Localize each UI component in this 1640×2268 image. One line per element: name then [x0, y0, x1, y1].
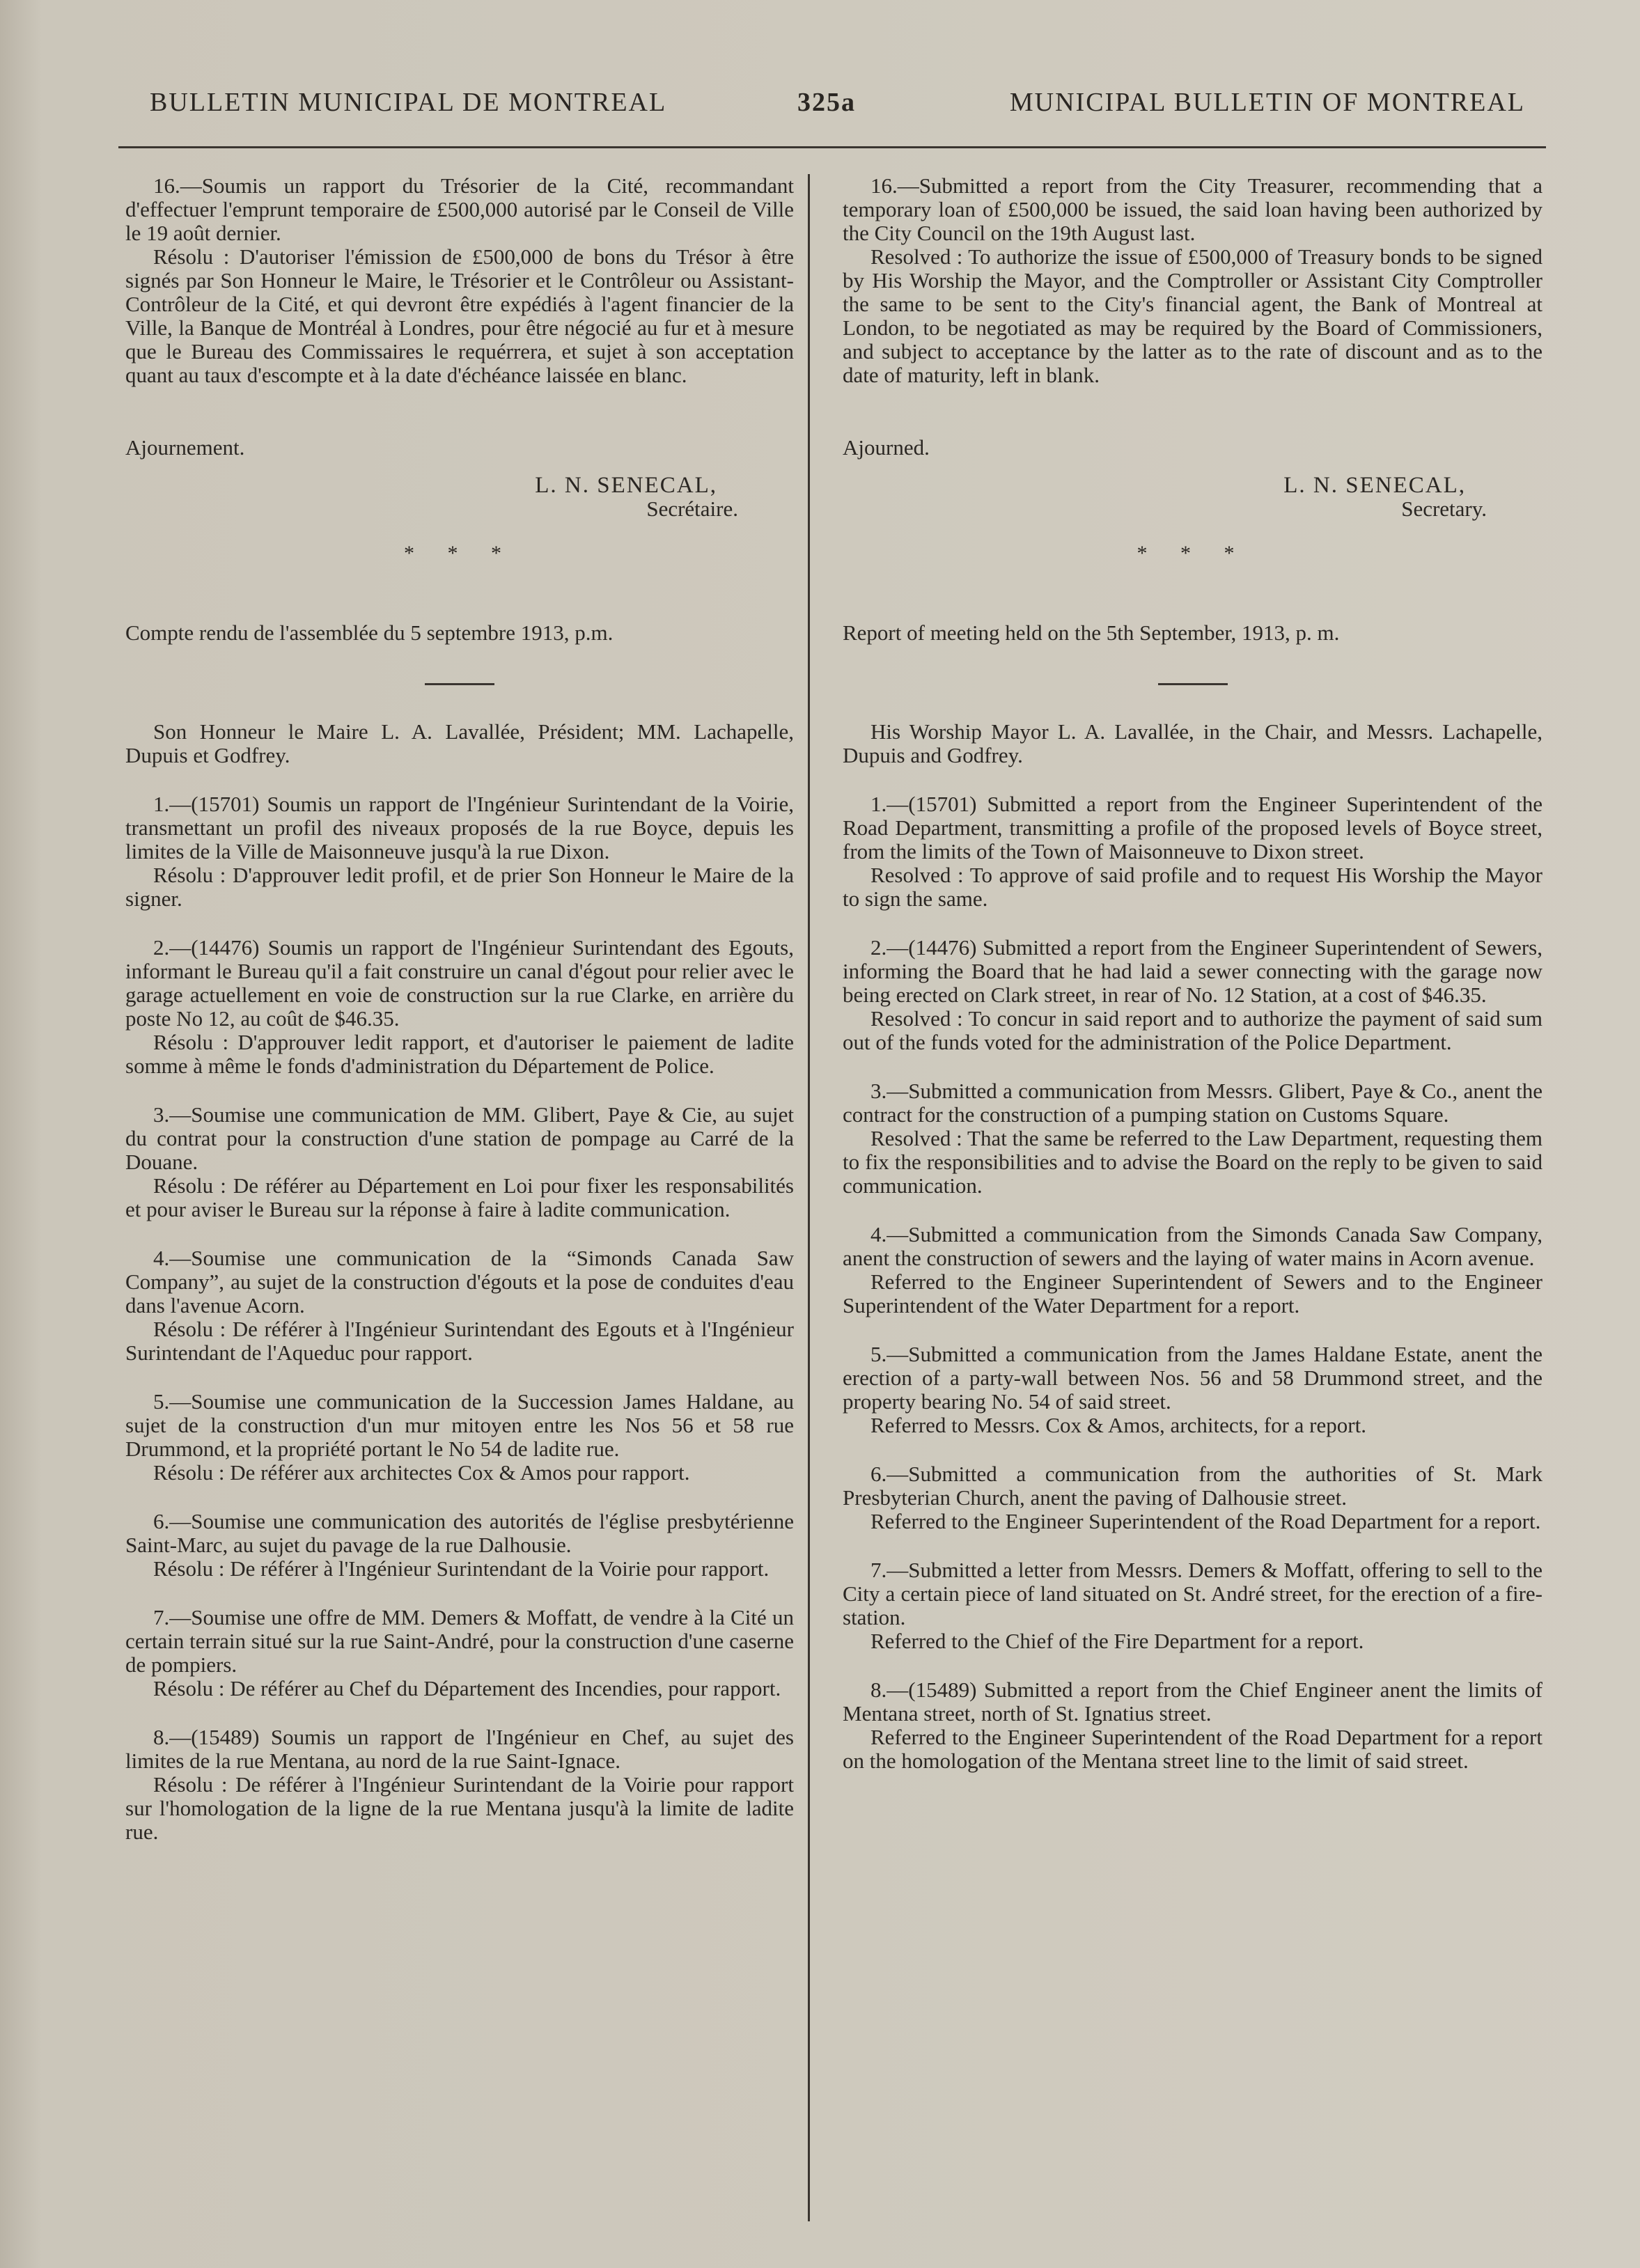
fr-signature-title: Secrétaire.	[646, 496, 738, 521]
fr-item-2-resolution: Résolu : D'approuver ledit rapport, et d'autoriser le paiement de ladite somme à même le fonds d'administration du Département de Police.	[125, 1030, 794, 1078]
fr-item-4: 4.—Soumise une communication de la “Simonds Canada Saw Company”, au sujet de la construction d'égouts et la pose de conduites d'eau dans l'avenue Acorn.	[125, 1246, 794, 1317]
fr-attendance: Son Honneur le Maire L. A. Lavallée, Président; MM. Lachapelle, Dupuis et Godfrey.	[125, 719, 794, 767]
en-item-16-resolution: Resolved : To authorize the issue of £500,000 of Treasury bonds to be signed by His Worship the Mayor, and the Comptroller or Assistant City Comptroller the same to be sent to the City's financial agent, the Bank of Montreal at London, to be negotiated as may be required by the Board of Commissioners, and subject to acceptance by the latter as to the rate of discount and as to the date of maturity, left in blank.	[843, 244, 1543, 387]
en-item-3: 3.—Submitted a communication from Messrs. Glibert, Paye & Co., anent the contract for the construction of a pumping station on Customs Square.	[843, 1079, 1543, 1127]
en-attendance: His Worship Mayor L. A. Lavallée, in the Chair, and Messrs. Lachapelle, Dupuis and Godfrey.	[843, 719, 1543, 767]
french-column	[125, 174, 794, 1844]
fr-item-16-resolution: Résolu : D'autoriser l'émission de £500,000 de bons du Trésor à être signés par Son Honneur le Maire, le Trésorier et le Contrôleur ou Assistant-Contrôleur de la Cité, et qui devront être expédiés à l'agent financier de la Ville, la Banque de Montréal à Londres, pour être négocié au fur et à mesure que le Bureau des Commissaires le requérrera, et sujet à son acceptation quant au taux d'escompte et à la date d'échéance laissée en blanc.	[125, 244, 794, 387]
en-item-3-resolution: Resolved : That the same be referred to the Law Department, requesting them to fix the responsibilities and to advise the Board on the reply to be given to said communication.	[843, 1126, 1543, 1198]
fr-item-1: 1.—(15701) Soumis un rapport de l'Ingénieur Surintendant de la Voirie, transmettant un profil des niveaux proposés de la rue Boyce, depuis les limites de la Ville de Maisonneuve jusqu'à la rue Dixon.	[125, 792, 794, 863]
en-item-4: 4.—Submitted a communication from the Simonds Canada Saw Company, anent the construction of sewers and the laying of water mains in Acorn avenue.	[843, 1222, 1543, 1270]
fr-item-16: 16.—Soumis un rapport du Trésorier de la Cité, recommandant d'effectuer l'emprunt temporaire de £500,000 autorisé par le Conseil de Ville le 19 août dernier.	[125, 173, 794, 245]
en-adjournment: Ajourned.	[843, 435, 930, 460]
fr-item-2: 2.—(14476) Soumis un rapport de l'Ingénieur Surintendant des Egouts, informant le Bureau qu'il a fait construire un canal d'égout pour relier avec le garage actuellement en voie de construction sur la rue Clarke, en arrière du poste No 12, au coût de $46.35.	[125, 935, 794, 1031]
fr-signature-name: L. N. SENECAL,	[535, 473, 717, 498]
fr-separator-stars: * * *	[404, 542, 515, 565]
en-item-8: 8.—(15489) Submitted a report from the Chief Engineer anent the limits of Mentana street, north of St. Ignatius street.	[843, 1677, 1543, 1726]
en-item-6: 6.—Submitted a communication from the authorities of St. Mark Presbyterian Church, anent the paving of Dalhousie street.	[843, 1462, 1543, 1510]
header-title-english: MUNICIPAL BULLETIN OF MONTREAL	[1009, 88, 1525, 117]
fr-item-7-resolution: Résolu : De référer au Chef du Département des Incendies, pour rapport.	[153, 1676, 781, 1700]
en-item-5: 5.—Submitted a communication from the James Haldane Estate, anent the erection of a party-wall between Nos. 56 and 58 Drummond street, and the property bearing No. 54 of said street.	[843, 1342, 1543, 1414]
fr-item-3-resolution: Résolu : De référer au Département en Loi pour fixer les responsabilités et pour aviser le Bureau sur la réponse à faire à ladite communication.	[125, 1173, 794, 1221]
en-item-7: 7.—Submitted a letter from Messrs. Demers & Moffatt, offering to sell to the City a certain piece of land situated on St. André street, for the erection of a fire-station.	[843, 1558, 1543, 1629]
header-rule	[118, 146, 1546, 148]
page-header	[150, 87, 1525, 129]
en-item-16: 16.—Submitted a report from the City Treasurer, recommending that a temporary loan of £500,000 be issued, the said loan having been authorized by the City Council on the 19th August last.	[843, 173, 1543, 245]
en-item-5-resolution: Referred to Messrs. Cox & Amos, architects, for a report.	[870, 1413, 1366, 1437]
fr-item-4-resolution: Résolu : De référer à l'Ingénieur Surintendant des Egouts et à l'Ingénieur Surintendant de l'Aqueduc pour rapport.	[125, 1317, 794, 1365]
column-divider	[808, 174, 810, 2221]
fr-item-5-resolution: Résolu : De référer aux architectes Cox & Amos pour rapport.	[153, 1460, 690, 1485]
en-report-title: Report of meeting held on the 5th September, 1913, p. m.	[843, 620, 1340, 645]
en-item-1: 1.—(15701) Submitted a report from the Engineer Superintendent of the Road Department, transmitting a profile of the proposed levels of Boyce street, from the limits of the Town of Maisonneuve to Dixon street.	[843, 792, 1543, 863]
fr-item-8: 8.—(15489) Soumis un rapport de l'Ingénieur en Chef, au sujet des limites de la rue Mentana, au nord de la rue Saint-Ignace.	[125, 1725, 794, 1773]
fr-adjournment: Ajournement.	[125, 435, 245, 460]
fr-item-6: 6.—Soumise une communication des autorités de l'église presbytérienne Saint-Marc, au sujet du pavage de la rue Dalhousie.	[125, 1509, 794, 1557]
en-item-2-resolution: Resolved : To concur in said report and to authorize the payment of said sum out of the funds voted for the administration of the Police Department.	[843, 1006, 1543, 1054]
fr-item-3: 3.—Soumise une communication de MM. Glibert, Paye & Cie, au sujet du contrat pour la construction d'une station de pompage au Carré de la Douane.	[125, 1102, 794, 1174]
fr-item-1-resolution: Résolu : D'approuver ledit profil, et de prier Son Honneur le Maire de la signer.	[125, 863, 794, 911]
en-item-2: 2.—(14476) Submitted a report from the Engineer Superintendent of Sewers, informing the Board that he had laid a sewer connecting with the garage now being erected on Clark street, in rear of No. 12 Station, at a cost of $46.35.	[843, 935, 1543, 1007]
page-number: 325a	[797, 88, 856, 117]
en-item-6-resolution: Referred to the Engineer Superintendent of the Road Department for a report.	[870, 1509, 1541, 1533]
en-signature-name: L. N. SENECAL,	[1283, 473, 1466, 498]
fr-item-7: 7.—Soumise une offre de MM. Demers & Moffatt, de vendre à la Cité un certain terrain situé sur la rue Saint-André, pour la construction d'une caserne de pompiers.	[125, 1605, 794, 1677]
en-short-rule	[1158, 683, 1228, 685]
en-item-4-resolution: Referred to the Engineer Superintendent of Sewers and to the Engineer Superintendent of the Water Department for a report.	[843, 1269, 1543, 1317]
header-title-french: BULLETIN MUNICIPAL DE MONTREAL	[150, 88, 667, 117]
en-signature-title: Secretary.	[1401, 496, 1487, 521]
fr-item-8-resolution: Résolu : De référer à l'Ingénieur Surintendant de la Voirie pour rapport sur l'homologation de la ligne de la rue Mentana jusqu'à la limite de ladite rue.	[125, 1772, 794, 1844]
fr-item-5: 5.—Soumise une communication de la Succession James Haldane, au sujet de la construction d'un mur mitoyen entre les Nos 56 et 58 rue Drummond, et la propriété portant le No 54 de ladite rue.	[125, 1389, 794, 1461]
fr-item-6-resolution: Résolu : De référer à l'Ingénieur Surintendant de la Voirie pour rapport.	[153, 1556, 770, 1581]
english-column	[843, 174, 1543, 1773]
en-item-1-resolution: Resolved : To approve of said profile and to request His Worship the Mayor to sign the same.	[843, 863, 1543, 911]
fr-short-rule	[425, 683, 494, 685]
en-item-7-resolution: Referred to the Chief of the Fire Department for a report.	[870, 1629, 1364, 1653]
fr-report-title: Compte rendu de l'assemblée du 5 septembre 1913, p.m.	[125, 620, 614, 645]
en-item-8-resolution: Referred to the Engineer Superintendent of the Road Department for a report on the homologation of the Mentana street line to the limit of said street.	[843, 1725, 1543, 1773]
en-separator-stars: * * *	[1137, 542, 1249, 565]
